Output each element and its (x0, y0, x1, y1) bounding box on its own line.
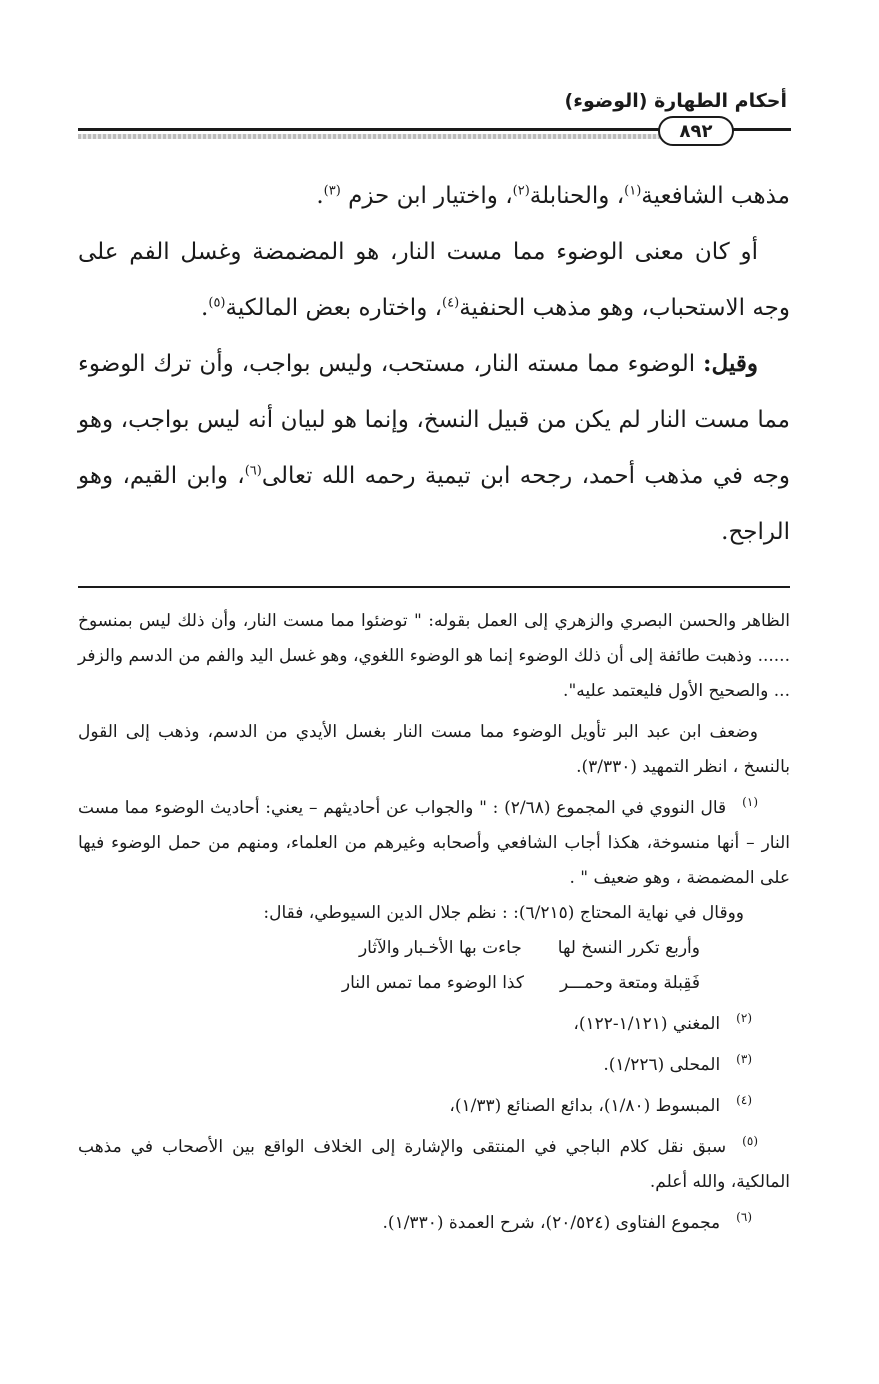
paragraph-2 (78, 224, 790, 336)
page-header (0, 0, 879, 160)
text: . (201, 295, 209, 321)
footnote-1-poem-intro (78, 896, 790, 931)
poem-verse-2 (78, 966, 790, 1001)
paragraph-1 (78, 168, 790, 224)
footnote-3 (78, 1048, 790, 1083)
header-rule (78, 128, 699, 131)
footnote-ref[interactable]: (٤) (442, 295, 460, 311)
header-rule-shadow (78, 134, 679, 139)
footnote-text: قال النووي في المجموع (٢/٦٨) : " والجواب عن أحاديثهم – يعني: أحاديث الوضوء مما مست النار – أنها منسوخة، هكذا أجاب الشافعي وأصحابه وغيرهم من العلماء، ومنهم من حمل الوضوء فيها على المضمضة ، وهو ضعيف " . (78, 798, 790, 888)
footnote-mark: (٤) (736, 1093, 752, 1108)
footnote-ref[interactable]: (١) (624, 183, 642, 199)
text: ، واختيار ابن حزم (340, 183, 513, 209)
footnote-mark: (٢) (736, 1011, 752, 1026)
footnote-1 (78, 791, 790, 896)
footnote-mark: (٥) (742, 1134, 758, 1149)
footnote-text: المغني (١/١٢١-١٢٢)، (573, 1014, 721, 1034)
running-title: أحكام الطهارة (الوضوء) (564, 90, 787, 112)
footnote-mark: (٦) (736, 1210, 752, 1225)
footnotes (78, 604, 790, 1241)
footnote-text: سبق نقل كلام الباجي في المنتقى والإشارة إلى الخلاف الواقع بين الأصحاب في مذهب المالكية، والله أعلم. (78, 1137, 790, 1192)
main-text (78, 168, 790, 560)
footnote-text: ووقال في نهاية المحتاج (٦/٢١٥): : نظم جلال الدين السيوطي، فقال: (263, 903, 744, 923)
text: أو كان معنى الوضوء مما مست النار، هو المضمضة وغسل الفم على وجه الاستحباب، وهو مذهب الحنفية (78, 239, 790, 321)
verse-hemistich: فَقِبلة ومتعة وحمـــر (559, 973, 700, 993)
footnote-text: المبسوط (١/٨٠)، بدائع الصنائع (١/٣٣)، (449, 1096, 721, 1116)
page-number: ٨٩٢ (658, 116, 734, 146)
footnote-mark: (٣) (736, 1052, 752, 1067)
footnote-4 (78, 1089, 790, 1124)
footnote-ref[interactable]: (٦) (244, 463, 262, 479)
text: الوضوء مما مسته النار، مستحب، وليس بواجب، وأن ترك الوضوء مما مست النار لم يكن من قبيل النسخ، وإنما هو لبيان أنه ليس بواجب، وهو وجه في مذهب أحمد، رجحه ابن تيمية رحمه الله تعالى (78, 351, 790, 489)
footnote-text: مجموع الفتاوى (٢٠/٥٢٤)، شرح العمدة (١/٣٣٠). (382, 1213, 721, 1233)
header-rule-right (727, 128, 791, 131)
footnote-ref[interactable]: (٣) (323, 183, 341, 199)
footnote-continuation: الظاهر والحسن البصري والزهري إلى العمل بقوله: " توضئوا مما مست النار، وأن ذلك ليس بمنسوخ ...... وذهبت طائفة إلى أن ذلك الوضوء إنما هو الوضوء اللغوي، وهو غسل اليد والفم من الدسم والزفر ... والصحيح الأول فليعتمد عليه". (78, 611, 790, 701)
footnote-divider (78, 586, 790, 588)
footnote-continuation: وضعف ابن عبد البر تأويل الوضوء مما مست النار بغسل الأيدي من الدسم، وذهب إلى القول بالنسخ ، انظر التمهيد (٣/٣٣٠). (78, 722, 790, 777)
text: ، وابن القيم، وهو الراجح. (78, 463, 790, 545)
text: . (316, 183, 324, 209)
footnote-6 (78, 1206, 790, 1241)
footnote-mark: (١) (742, 795, 758, 810)
footnote-5 (78, 1130, 790, 1200)
footnote-2 (78, 1007, 790, 1042)
verse-hemistich: وأربع تكرر النسخ لها (557, 938, 700, 958)
text: ، واختاره بعض المالكية (225, 295, 443, 321)
footnote-ref[interactable]: (٢) (512, 183, 530, 199)
text: مذهب الشافعية (641, 183, 790, 209)
text: ، والحنابلة (529, 183, 625, 209)
footnote-text: المحلى (١/٢٢٦). (603, 1055, 721, 1075)
lead-word: وقيل: (703, 350, 758, 377)
footnote-ref[interactable]: (٥) (208, 295, 226, 311)
verse-hemistich: جاءت بها الأخـبار والآثار (358, 938, 522, 958)
poem-verse-1 (78, 931, 790, 966)
verse-hemistich: كذا الوضوء مما تمس النار (341, 973, 524, 993)
paragraph-3 (78, 336, 790, 560)
